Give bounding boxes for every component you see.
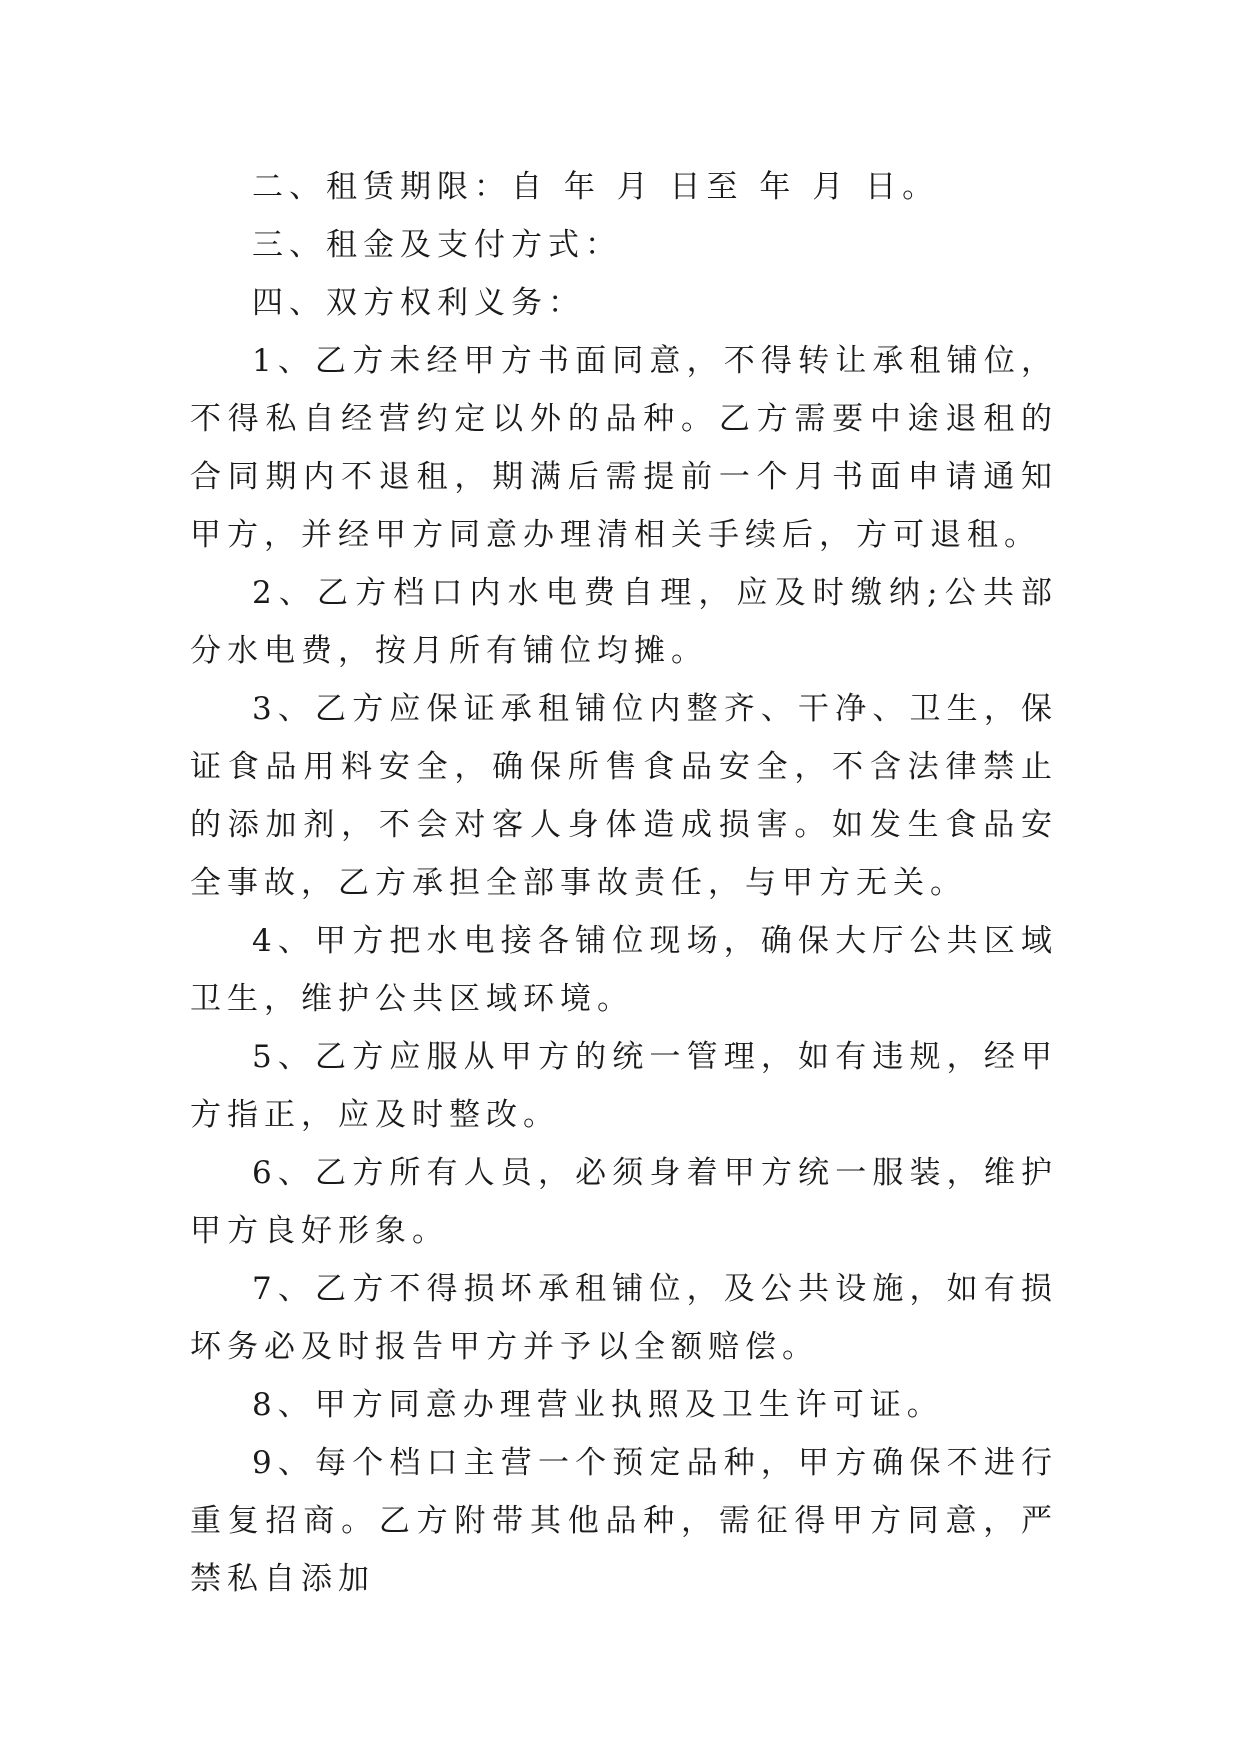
clause-1: 1、乙方未经甲方书面同意，不得转让承租铺位，不得私自经营约定以外的品种。乙方需要中途退租的合同期内不退租，期满后需提前一个月书面申请通知甲方，并经甲方同意办理清相关手续后，方可退租。 — [190, 343, 1058, 553]
paragraph-rent-payment: 三、租金及支付方式： — [252, 227, 622, 263]
clause-8: 8、甲方同意办理营业执照及卫生许可证。 — [252, 1387, 944, 1423]
document-body — [190, 158, 1058, 1608]
clause-9: 9、每个档口主营一个预定品种，甲方确保不进行重复招商。乙方附带其他品种，需征得甲方同意，严禁私自添加 — [190, 1445, 1058, 1597]
paragraph-rights-obligations: 四、双方权利义务： — [252, 285, 585, 321]
clause-2: 2、乙方档口内水电费自理，应及时缴纳;公共部分水电费，按月所有铺位均摊。 — [190, 575, 1058, 669]
clause-6: 6、乙方所有人员，必须身着甲方统一服装，维护甲方良好形象。 — [190, 1155, 1058, 1249]
paragraph-lease-term: 二、租赁期限：自 年 月 日至 年 月 日。 — [252, 169, 940, 205]
clause-3: 3、乙方应保证承租铺位内整齐、干净、卫生，保证食品用料安全，确保所售食品安全，不含法律禁止的添加剂，不会对客人身体造成损害。如发生食品安全事故，乙方承担全部事故责任，与甲方无关。 — [190, 691, 1058, 901]
clause-4: 4、甲方把水电接各铺位现场，确保大厅公共区域卫生，维护公共区域环境。 — [190, 923, 1058, 1017]
clause-7: 7、乙方不得损坏承租铺位，及公共设施，如有损坏务必及时报告甲方并予以全额赔偿。 — [190, 1271, 1058, 1365]
clause-5: 5、乙方应服从甲方的统一管理，如有违规，经甲方指正，应及时整改。 — [190, 1039, 1058, 1133]
